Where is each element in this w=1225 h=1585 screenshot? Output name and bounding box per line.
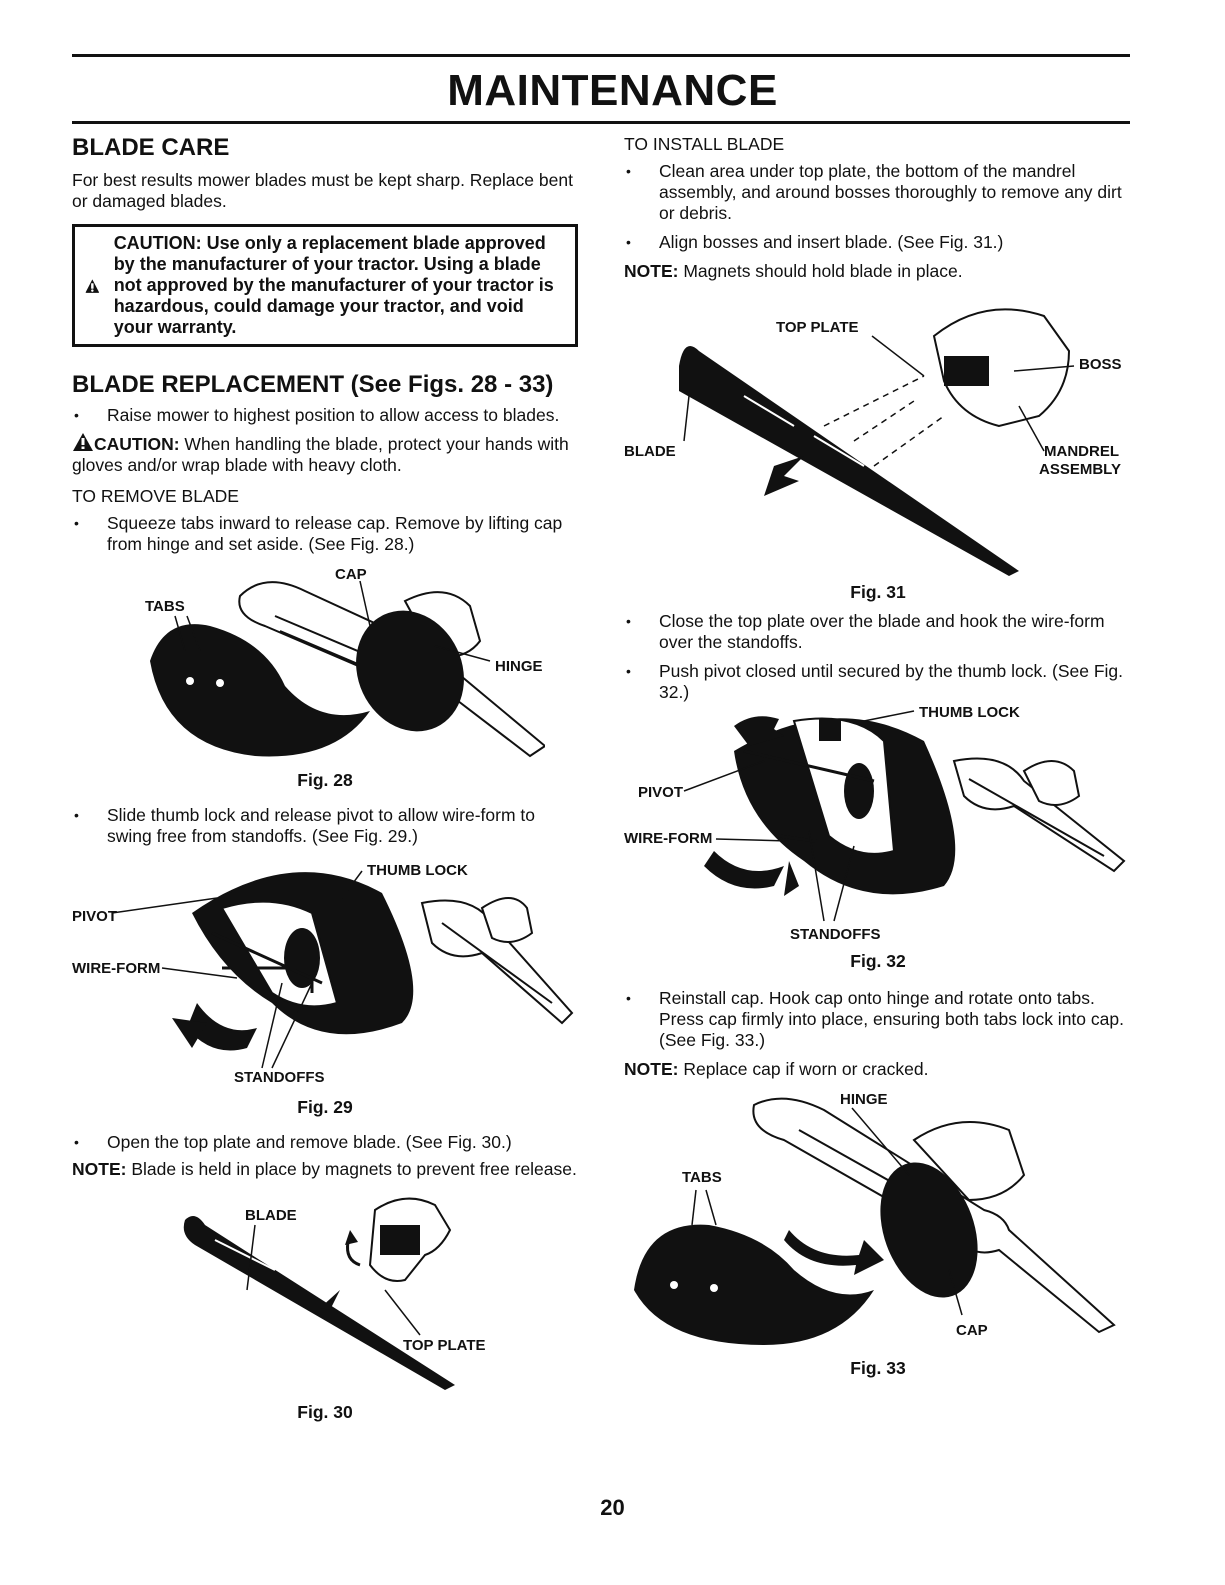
note-magnets-hold (624, 261, 1132, 282)
fig31-caption: Fig. 31 (850, 582, 906, 602)
fig-29 (72, 853, 578, 1118)
fig31-label-boss: BOSS (1079, 356, 1122, 373)
fig28-caption: Fig. 28 (297, 770, 353, 790)
caution-text: CAUTION: Use only a replacement blade approved by the manufacturer of your tractor. Using a blade not approved by the manufacturer of your tractor is hazardous, could damage your tractor, and void your warranty. (113, 233, 554, 337)
blade-care-text: For best results mower blades must be kept sharp. Replace bent or damaged blades. (72, 170, 573, 211)
reinstall-cap-bullet: • Reinstall cap. Hook cap onto hinge and rotate onto tabs. Press cap firmly into place, ensuring both tabs lock into cap. (See Fig. 33.) (624, 988, 1132, 1051)
fig-30 (155, 1190, 495, 1423)
title-rule (72, 121, 1130, 124)
fig-31 (624, 296, 1132, 603)
remove-blade-heading: TO REMOVE BLADE (72, 486, 239, 506)
fig33-caption: Fig. 33 (850, 1358, 906, 1378)
fig33-label-tabs: TABS (682, 1169, 722, 1186)
fig32-label-thumb-lock: THUMB LOCK (919, 704, 1020, 721)
caution-gloves-text: When handling the blade, protect your hands with gloves and/or wrap blade with heavy cloth. (72, 434, 569, 475)
caution-gloves (72, 432, 578, 476)
note2-label: NOTE: (624, 1059, 679, 1079)
fig33-label-cap: CAP (956, 1322, 988, 1339)
fig32-label-pivot: PIVOT (638, 784, 684, 801)
open-top-plate-bullet: • Open the top plate and remove blade. (See Fig. 30.) (72, 1132, 578, 1153)
note-label: NOTE: (72, 1159, 127, 1179)
fig32-label-standoffs: STANDOFFS (790, 926, 881, 941)
push-pivot-bullet: • Push pivot closed until secured by the thumb lock. (See Fig. 32.) (624, 661, 1132, 703)
note-replace-cap (624, 1059, 1132, 1080)
caution-label: CAUTION: (94, 434, 180, 454)
fig29-caption: Fig. 29 (297, 1097, 353, 1117)
blade-care-heading: BLADE CARE (72, 134, 230, 161)
fig29-label-wire-form: WIRE-FORM (72, 960, 161, 977)
note1-label: NOTE: (624, 261, 679, 281)
top-rule (72, 54, 1130, 57)
fig28-label-tabs: TABS (145, 598, 185, 615)
warning-icon (85, 255, 100, 317)
right-column (624, 134, 1132, 1379)
fig28-label-hinge: HINGE (495, 658, 543, 675)
fig28-label-cap: CAP (335, 566, 367, 583)
fig32-label-wire-form: WIRE-FORM (624, 830, 713, 847)
note2-text: Replace cap if worn or cracked. (683, 1059, 929, 1079)
clean-area-bullet: • Clean area under top plate, the bottom of the mandrel assembly, and around bosses thoroughly to remove any dirt or debris. (624, 161, 1132, 224)
warning-icon (72, 432, 94, 452)
fig31-label-blade: BLADE (624, 443, 676, 460)
fig-28 (105, 561, 545, 791)
fig31-label-assembly: ASSEMBLY (1039, 461, 1121, 478)
left-column (72, 134, 578, 1423)
fig29-label-pivot: PIVOT (72, 908, 118, 925)
squeeze-tabs-bullet: • Squeeze tabs inward to release cap. Remove by lifting cap from hinge and set aside. (See Fig. 28.) (72, 513, 578, 555)
note1-text: Magnets should hold blade in place. (683, 261, 963, 281)
fig30-caption: Fig. 30 (297, 1402, 353, 1422)
fig31-label-mandrel: MANDREL (1044, 443, 1119, 460)
page-title: MAINTENANCE (447, 66, 778, 115)
fig29-label-thumb-lock: THUMB LOCK (367, 862, 468, 879)
fig33-label-hinge: HINGE (840, 1091, 888, 1108)
fig-32 (624, 701, 1132, 972)
page-number: 20 (600, 1495, 625, 1520)
align-bosses-bullet: • Align bosses and insert blade. (See Fig. 31.) (624, 232, 1132, 253)
slide-thumb-lock-bullet: • Slide thumb lock and release pivot to allow wire-form to swing free from standoffs. (See Fig. 29.) (72, 805, 578, 847)
note-magnets (72, 1159, 578, 1180)
caution-box (72, 224, 578, 347)
fig-33 (624, 1090, 1132, 1379)
raise-mower-bullet: • Raise mower to highest position to allow access to blades. (72, 405, 578, 426)
fig29-label-standoffs: STANDOFFS (234, 1069, 325, 1083)
fig32-caption: Fig. 32 (850, 951, 906, 971)
fig30-label-top-plate: TOP PLATE (403, 1337, 486, 1354)
close-top-plate-bullet: • Close the top plate over the blade and hook the wire-form over the standoffs. (624, 611, 1132, 653)
install-blade-heading: TO INSTALL BLADE (624, 134, 785, 154)
blade-replacement-heading: BLADE REPLACEMENT (See Figs. 28 - 33) (72, 371, 554, 398)
note-text: Blade is held in place by magnets to prevent free release. (131, 1159, 577, 1179)
fig30-label-blade: BLADE (245, 1207, 297, 1224)
fig31-label-top-plate: TOP PLATE (776, 319, 859, 336)
